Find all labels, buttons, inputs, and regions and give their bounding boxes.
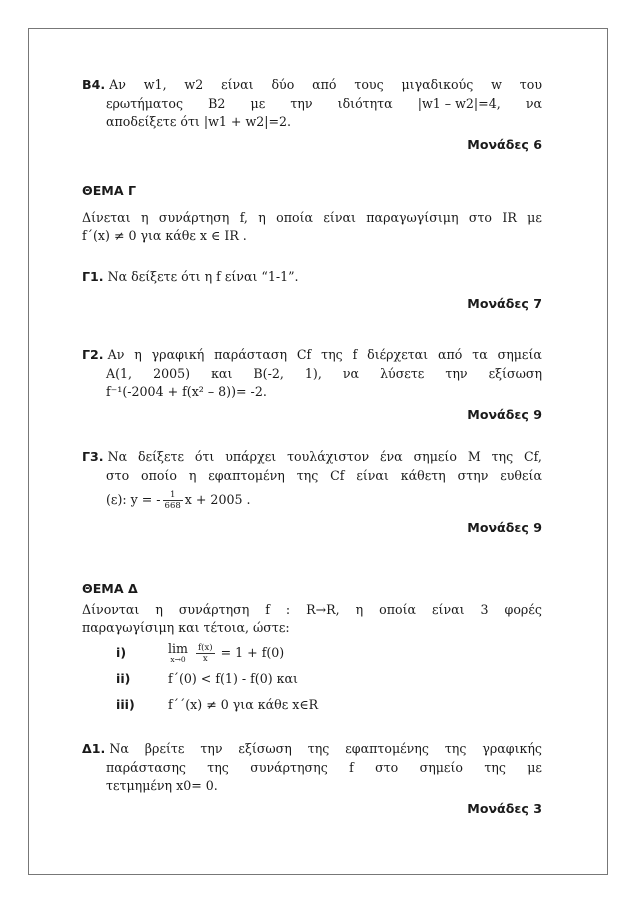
word: λύσετε: [380, 365, 425, 381]
word: 3: [480, 601, 489, 617]
word: είναι: [356, 467, 389, 483]
thema-g-intro-line-2: f΄(x) ≠ 0 για κάθε x ∈ IR .: [82, 228, 247, 244]
word: εφαπτομένη: [208, 467, 285, 483]
condition-number: i): [116, 645, 127, 661]
fraction-numerator: 1: [163, 490, 183, 501]
word: w: [491, 77, 502, 92]
condition-ii: [82, 668, 542, 692]
word: Β2: [208, 95, 226, 111]
word: μιγαδικούς: [401, 77, 474, 92]
word: Δίνονται: [82, 601, 140, 617]
thema-d-title: ΘΕΜΑ Δ: [82, 581, 138, 596]
word: της: [484, 759, 506, 775]
word: :: [285, 601, 291, 617]
g3-line-1: [82, 448, 542, 467]
word: οποίο: [141, 467, 177, 483]
g3-line-3: [82, 485, 542, 515]
word: A(1,: [106, 365, 133, 381]
word: Δίνεται: [82, 209, 131, 225]
d1-line-2: [82, 759, 542, 778]
word: παραγωγίσιμη: [366, 209, 459, 225]
word: ένα: [380, 449, 403, 464]
lim-subscript: x→0: [170, 654, 186, 664]
word: γραφικής: [482, 741, 542, 756]
question-b4: [82, 76, 542, 154]
word: είναι: [432, 601, 465, 617]
word: η: [155, 601, 163, 617]
question-d1: [82, 740, 542, 818]
word: στην: [457, 467, 489, 483]
word: Cf: [330, 467, 345, 483]
word: παράστασης: [106, 759, 186, 775]
word: της: [491, 449, 514, 464]
word: στο: [375, 759, 399, 775]
word: Αν: [107, 347, 125, 362]
word: τους: [354, 77, 384, 92]
word: συνάρτηση: [158, 209, 230, 225]
word: η: [355, 601, 364, 617]
lim-word: lim: [168, 640, 188, 656]
thema-g-intro-line-1: [82, 209, 542, 228]
word: ότι: [194, 449, 215, 464]
word: f: [352, 347, 358, 362]
word: 1),: [304, 365, 322, 381]
word: δύο: [271, 77, 295, 92]
d1-line-3: τετμημένη x0= 0.: [106, 778, 218, 794]
word: με: [250, 95, 266, 111]
g3-eq-post: x + 2005 .: [184, 491, 251, 507]
word: να: [342, 365, 360, 381]
word: Να: [109, 741, 129, 756]
condition-iii: [82, 694, 542, 718]
question-g1: [82, 268, 542, 313]
b4-line-2: [82, 95, 542, 114]
word: του: [519, 77, 542, 92]
g2-line-1: [82, 346, 542, 365]
word: με: [527, 209, 542, 225]
word: εφαπτομένης: [345, 741, 429, 756]
word: τα: [472, 347, 488, 362]
d1-marks: Μονάδες 3: [467, 800, 542, 816]
word: συνάρτησης: [250, 759, 328, 775]
thema-d-intro-line-2: παραγωγίσιμη και τέτοια, ώστε:: [82, 620, 290, 636]
fraction-numerator: f(x): [198, 643, 213, 654]
word: στο: [468, 209, 492, 225]
word: Αν: [109, 77, 126, 92]
limit-fraction: [196, 643, 215, 664]
word: IR: [502, 209, 517, 225]
word: και: [211, 365, 233, 381]
g2-label: Γ2.: [82, 347, 104, 362]
g2-marks: Μονάδες 9: [467, 406, 542, 422]
word: w1,: [143, 77, 167, 92]
word: η: [140, 209, 149, 225]
condition-number: iii): [116, 697, 135, 713]
word: συνάρτηση: [178, 601, 250, 617]
word: από: [438, 347, 463, 362]
word: B(-2,: [253, 365, 284, 381]
word: διέρχεται: [367, 347, 429, 362]
word: 2005): [153, 365, 191, 381]
condition-text: f΄(0) < f(1) - f(0) και: [168, 671, 298, 687]
word: της: [296, 467, 319, 483]
word: την: [290, 95, 313, 111]
word: με: [527, 759, 542, 775]
word: να: [525, 95, 542, 111]
g3-fraction: [163, 490, 183, 511]
d1-label: Δ1.: [82, 741, 106, 756]
word: σημείο: [419, 759, 463, 775]
word: της: [444, 741, 467, 756]
word: κάθετη: [400, 467, 446, 483]
g3-eq-pre: (ε): y = -: [106, 491, 161, 507]
g3-marks: Μονάδες 9: [467, 520, 542, 536]
condition-text: f΄΄(x) ≠ 0 για κάθε x∈R: [168, 697, 319, 713]
word: βρείτε: [144, 741, 185, 756]
g3-line-2: [82, 467, 542, 486]
condition-i: [82, 642, 542, 666]
word: η: [134, 347, 142, 362]
word: της: [321, 347, 343, 362]
word: Να: [107, 449, 128, 464]
word: οποία: [379, 601, 417, 617]
word: της: [307, 741, 330, 756]
word: την: [200, 741, 223, 756]
word: δείξετε: [138, 449, 184, 464]
condition-rest: = 1 + f(0): [220, 645, 285, 661]
word: ιδιότητα: [337, 95, 393, 111]
word: R→R,: [306, 601, 340, 617]
word: της: [207, 759, 229, 775]
d1-line-1: [82, 740, 542, 759]
b4-marks: Μονάδες 6: [467, 136, 542, 152]
word: η: [258, 209, 266, 225]
g1-line: [82, 268, 542, 287]
fraction-denominator: 668: [164, 500, 181, 511]
g1-marks: Μονάδες 7: [467, 295, 542, 311]
word: ερωτήματος: [106, 95, 184, 111]
b4-line-1: [82, 76, 542, 95]
word: τουλάχιστον: [287, 449, 370, 464]
word: f,: [239, 209, 248, 225]
section-thema-d: [82, 580, 542, 718]
fraction-denominator: x: [202, 654, 208, 665]
word: Cf,: [524, 449, 542, 464]
g2-line-2: [82, 365, 542, 384]
word: f: [349, 759, 354, 775]
b4-line-3: αποδείξετε ότι |w1 + w2|=2.: [106, 114, 292, 130]
g1-label: Γ1.: [82, 269, 104, 284]
question-g3: [82, 448, 542, 538]
b4-label: Β4.: [82, 77, 106, 92]
word: σημεία: [497, 347, 542, 362]
word: w2: [184, 77, 204, 92]
word: Cf: [296, 347, 312, 362]
thema-g-title: ΘΕΜΑ Γ: [82, 183, 136, 198]
g3-label: Γ3.: [82, 449, 104, 464]
word: παράσταση: [214, 347, 288, 362]
word: f: [265, 601, 270, 617]
section-thema-g: [82, 182, 542, 246]
word: υπάρχει: [225, 449, 277, 464]
word: φορές: [504, 601, 542, 617]
word: την: [445, 365, 468, 381]
thema-d-intro-line-1: [82, 601, 542, 620]
word: Μ: [467, 449, 481, 464]
word: γραφική: [151, 347, 205, 362]
g2-line-3: f⁻¹(-2004 + f(x² – 8))= -2.: [106, 384, 267, 400]
condition-number: ii): [116, 671, 131, 687]
word: σημείο: [413, 449, 457, 464]
word: στο: [106, 467, 130, 483]
g1-text: Να δείξετε ότι η f είναι “1-1”.: [107, 269, 299, 284]
word: |w1 – w2|=4,: [417, 95, 501, 111]
word: ευθεία: [500, 467, 542, 483]
word: οποία: [276, 209, 314, 225]
word: εξίσωση: [238, 741, 292, 756]
word: η: [188, 467, 197, 483]
word: από: [312, 77, 337, 92]
word: είναι: [323, 209, 356, 225]
limit-operator: [168, 640, 188, 665]
question-g2: [82, 346, 542, 424]
word: εξίσωση: [488, 365, 542, 381]
word: είναι: [221, 77, 254, 92]
